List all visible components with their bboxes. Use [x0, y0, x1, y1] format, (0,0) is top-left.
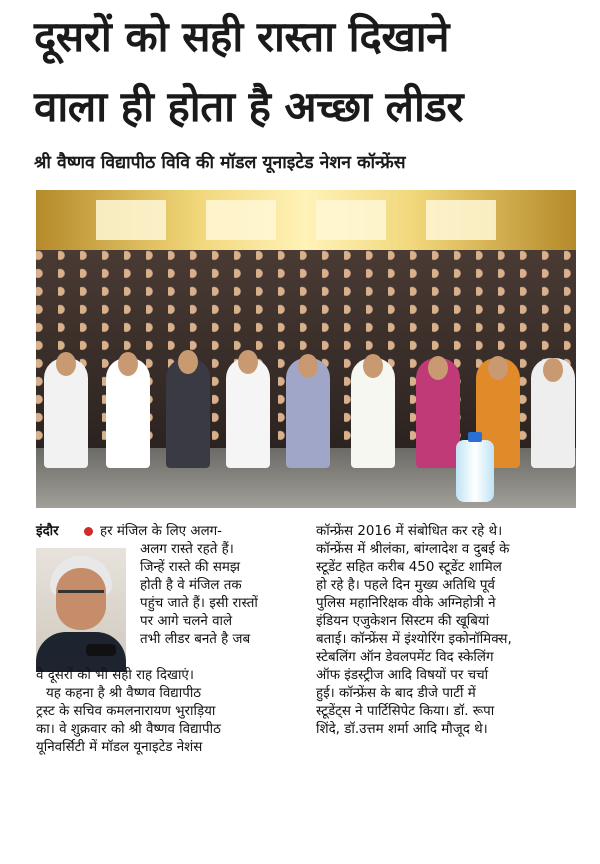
- article-line: यूनिवर्सिटी में मॉडल यूनाइटेड नेशंस: [36, 740, 203, 755]
- article-line: अलग रास्ते रहते हैं।: [140, 542, 234, 557]
- article-line: ट्रस्ट के सचिव कमलनारायण भुराड़िया: [36, 704, 216, 719]
- article-line: बताई। कॉन्फ्रेंस में इंश्योरिंग इकोनॉमिक्स,: [316, 632, 512, 647]
- article-line: तभी लीडर बनते है जब: [140, 632, 251, 647]
- article-line: शिंदे, डॉ.उत्तम शर्मा आदि मौजूद थे।: [316, 722, 488, 737]
- headline-line-1: दूसरों को सही रास्ता दिखाने: [34, 12, 449, 61]
- article-line: पहुंच जाते हैं। इसी रास्तों: [140, 596, 258, 611]
- article-line: जिन्हें रास्ते की समझ: [140, 560, 241, 575]
- dateline: इंदौर: [36, 524, 59, 539]
- article-line: कॉन्फ्रेंस में श्रीलंका, बांग्लादेश व दुबई के: [316, 542, 510, 557]
- article-line: स्टूडेंट सहित करीब 450 स्टूडेंट शामिल: [316, 560, 502, 575]
- article-line: होती है वे मंजिल तक: [140, 578, 242, 593]
- article-line: हो रहे है। पहले दिन मुख्य अतिथि पूर्व: [316, 578, 495, 593]
- article-line: हर मंजिल के लिए अलग-: [100, 524, 223, 539]
- article-line: यह कहना है श्री वैष्णव विद्यापीठ: [46, 686, 202, 701]
- speaker-portrait: [36, 548, 126, 672]
- subheadline: श्री वैष्णव विद्यापीठ विवि की मॉडल यूनाइटेड नेशन कॉन्फ्रेंस: [34, 153, 406, 173]
- article-line: स्टेबलिंग ऑन डेवलपमेंट विद स्केलिंग: [316, 650, 494, 665]
- headline-line-2: वाला ही होता है अच्छा लीडर: [34, 82, 464, 131]
- article-line: स्टूडेंट्स ने पार्टिसिपेट किया। डॉ. रूपा: [316, 704, 495, 719]
- dateline-dot: [80, 523, 97, 540]
- article-line: का। वे शुक्रवार को श्री वैष्णव विद्यापीठ: [36, 722, 221, 737]
- water-bottle: [456, 440, 494, 502]
- article-line: ऑफ इंडस्ट्रीज आदि विषयों पर चर्चा: [316, 668, 489, 683]
- article-line: पर आगे चलने वाले: [140, 614, 233, 629]
- conference-audience-photo: [36, 190, 576, 508]
- article-line: वे दूसरों को भी सही राह दिखाएं।: [36, 668, 194, 683]
- article-line: कॉन्फ्रेंस 2016 में संबोधित कर रहे थे।: [316, 524, 503, 539]
- article-line: पुलिस महानिरिक्षक वीके अग्निहोत्री ने: [316, 596, 496, 611]
- article-line: हुई। कॉन्फ्रेंस के बाद डीजे पार्टी में: [316, 686, 476, 701]
- article-line: इंडियन एजुकेशन सिस्टम की खूबियां: [316, 614, 490, 629]
